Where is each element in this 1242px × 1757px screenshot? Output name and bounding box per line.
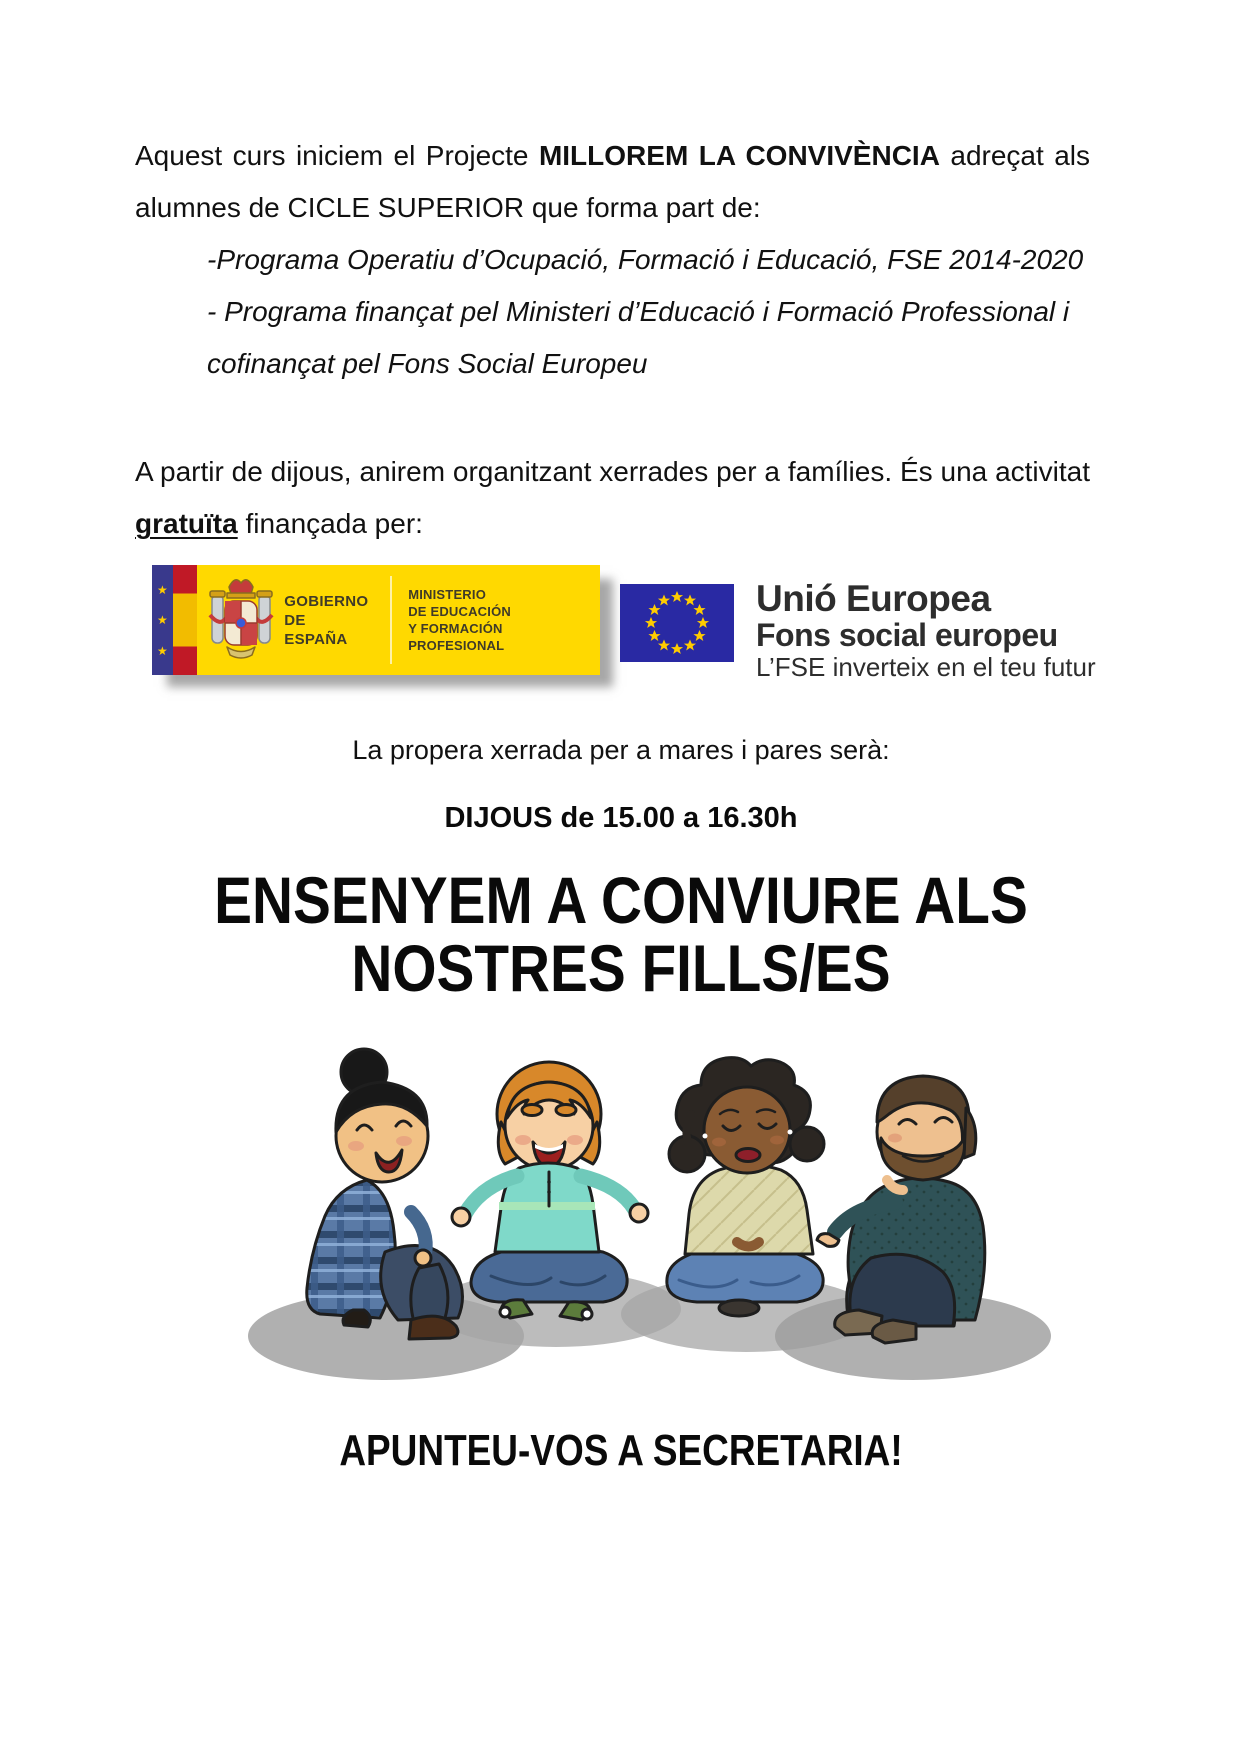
activity-paragraph xyxy=(135,446,1090,550)
talk-title-line2: NOSTRES FILLS/ES xyxy=(351,931,891,1005)
government-line: DE ESPAÑA xyxy=(284,611,348,648)
free-highlight: gratuïta xyxy=(135,508,238,539)
ministry-line: DE EDUCACIÓN xyxy=(408,604,511,619)
project-name: MILLOREM LA CONVIVÈNCIA xyxy=(538,140,940,171)
star-icon: ★ xyxy=(156,643,168,658)
program-item: -Programa Operatiu d’Ocupació, Formació i Educació, FSE 2014-2020 xyxy=(207,244,1084,275)
figure-ginger-open-arms xyxy=(452,1062,648,1320)
signup-cta: APUNTEU-VOS A SECRETARIA! xyxy=(339,1426,903,1475)
intro-paragraph xyxy=(135,130,1090,234)
eu-tagline: L’FSE inverteix en el teu futur xyxy=(756,652,1096,682)
government-line: GOBIERNO xyxy=(284,592,369,610)
ministry-line: Y FORMACIÓN PROFESIONAL xyxy=(408,621,505,653)
government-label xyxy=(284,592,372,649)
eu-social-fund-logo xyxy=(620,578,1096,682)
star-icon: ★ xyxy=(156,613,168,627)
activity-line2: finançada per: xyxy=(237,508,423,539)
figure-woman-afro xyxy=(667,1058,824,1316)
talk-schedule: DIJOUS de 15.00 a 16.30h xyxy=(444,802,798,834)
ministry-label xyxy=(408,586,600,654)
program-list xyxy=(207,234,1090,390)
program-item: cofinançat pel Fons Social Europeu xyxy=(207,348,648,379)
activity-line1: A partir de dijous, anirem organitzant xerrades per a famílies. És una activitat xyxy=(135,456,1090,487)
spain-flag-icon xyxy=(173,565,198,675)
star-icon: ★ xyxy=(156,582,168,597)
spain-government-logo xyxy=(152,565,600,675)
intro-text-cont: adreçat als xyxy=(939,140,1091,171)
intro-text: Aquest curs iniciem el Projecte xyxy=(135,140,539,171)
next-talk-lead: La propera xerrada per a mares i pares serà: xyxy=(352,735,890,765)
talk-title-line1: ENSENYEM A CONVIURE ALS xyxy=(214,863,1028,937)
spain-coat-of-arms-icon xyxy=(197,565,284,675)
ministry-line: MINISTERIO xyxy=(408,587,487,602)
talk-title xyxy=(87,863,1155,1005)
program-item: - Programa finançat pel Ministeri d’Educació i Formació Professional i xyxy=(207,296,1070,327)
families-talking-illustration xyxy=(0,1014,1242,1394)
eu-subtitle: Fons social europeu xyxy=(756,617,1058,653)
eu-title: Unió Europea xyxy=(756,578,991,619)
eu-stars-strip-icon xyxy=(152,565,173,675)
logo-divider xyxy=(390,576,392,664)
figure-woman-bun xyxy=(307,1049,463,1339)
eu-flag-icon xyxy=(620,584,734,662)
intro-line2: alumnes de CICLE SUPERIOR que forma part de: xyxy=(135,192,761,223)
funding-logos xyxy=(152,565,1242,682)
